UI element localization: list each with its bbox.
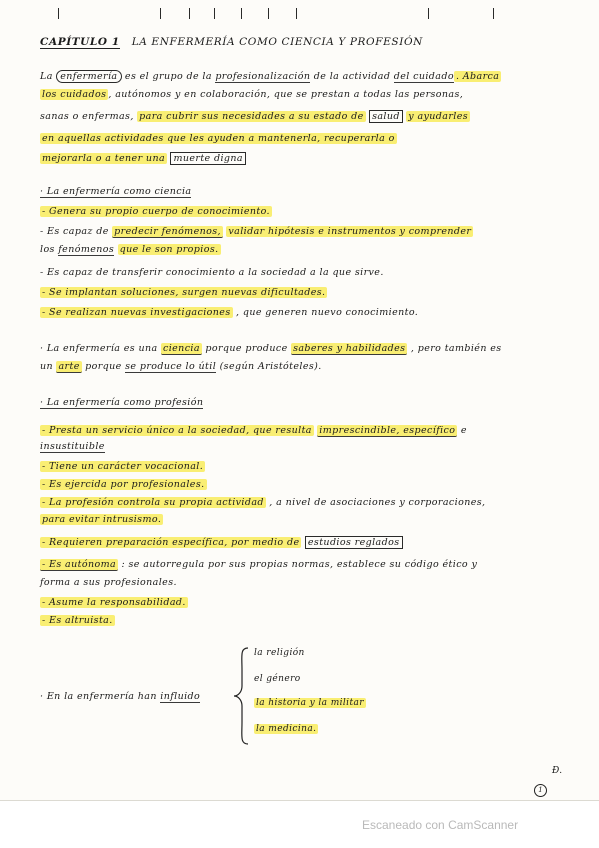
list-item: - Genera su propio cuerpo de conocimiento. [42,206,270,217]
list-item: - Requieren preparación específica, por medio de estudios reglados [40,536,403,549]
boxed-estudios-reglados: estudios reglados [305,536,403,549]
influence-branch: la medicina. [256,724,317,734]
list-item: - Se realizan nuevas investigaciones , que generen nuevo conocimiento. [42,307,419,318]
list-item: - Es capaz de transferir conocimiento a la sociedad a la que sirve. [40,267,384,278]
influence-branch: la historia y la militar [256,698,364,708]
tick-mark [189,8,190,19]
boxed-salud: salud [369,110,403,123]
arte-line-2: un arte porque se produce lo útil (según Aristóteles). [40,361,322,372]
boxed-muerte-digna: muerte digna [170,152,246,165]
influence-label: · En la enfermería han influido [40,691,201,702]
tick-mark [241,8,242,19]
page-number: 1 [534,784,547,797]
list-item: - Es altruista. [42,615,113,626]
list-item: forma a sus profesionales. [40,577,177,588]
list-item: - Tiene un carácter vocacional. [42,461,204,472]
scanner-watermark: Escaneado con CamScanner [362,818,519,832]
page-title [40,36,423,48]
list-item: - Es capaz de predecir fenómenos, validar hipótesis e instrumentos y comprender [40,226,472,237]
influence-branch: el género [254,674,301,684]
arte-line-1: · La enfermería es una ciencia porque produce saberes y habilidades , pero también es [40,343,502,354]
margin-ticks [0,8,599,22]
list-item: los fenómenos que le son propios. [40,244,219,255]
list-item: - Se implantan soluciones, surgen nuevas dificultades. [42,287,326,298]
tick-mark [160,8,161,19]
list-item: insustituible [40,441,105,452]
section-heading-ciencia: · La enfermería como ciencia [40,186,192,197]
term-enfermeria: enfermería [56,70,121,83]
list-item: - Es ejercida por profesionales. [42,479,205,490]
tick-mark [493,8,494,19]
influence-branch: la religión [254,648,305,658]
tick-mark [296,8,297,19]
intro-line-3: sanas o enfermas, para cubrir sus necesidades a su estado de salud y ayudarles [40,111,469,122]
intro-line-1: La enfermería es el grupo de la profesionalización de la actividad del cuidado . Abarca [40,71,500,82]
intro-line-2: los cuidados , autónomos y en colaboración, que se prestan a todas las personas, [42,89,464,100]
chapter-label: CAPÍTULO 1 [40,36,120,48]
list-item: - Es autónoma : se autorregula por sus propias normas, establece su código ético y [42,559,478,570]
curly-brace [232,646,252,746]
section-heading-profesion: · La enfermería como profesión [40,397,204,408]
list-item: - La profesión controla su propia actividad , a nivel de asociaciones y corporaciones, [42,497,486,508]
tick-mark [58,8,59,19]
list-item: para evitar intrusismo. [42,514,162,525]
tick-mark [428,8,429,19]
tick-mark [268,8,269,19]
intro-line-4: en aquellas actividades que les ayuden a mantenerla, recuperarla o [42,133,395,144]
corner-mark: Ɖ. [552,766,563,776]
tick-mark [214,8,215,19]
list-item: - Asume la responsabilidad. [42,597,186,608]
list-item: - Presta un servicio único a la sociedad, que resulta imprescindible, específico e [42,425,467,436]
chapter-title: LA ENFERMERÍA COMO CIENCIA Y PROFESIÓN [131,36,423,48]
intro-line-5: mejorarla o a tener una muerte digna [40,152,246,165]
